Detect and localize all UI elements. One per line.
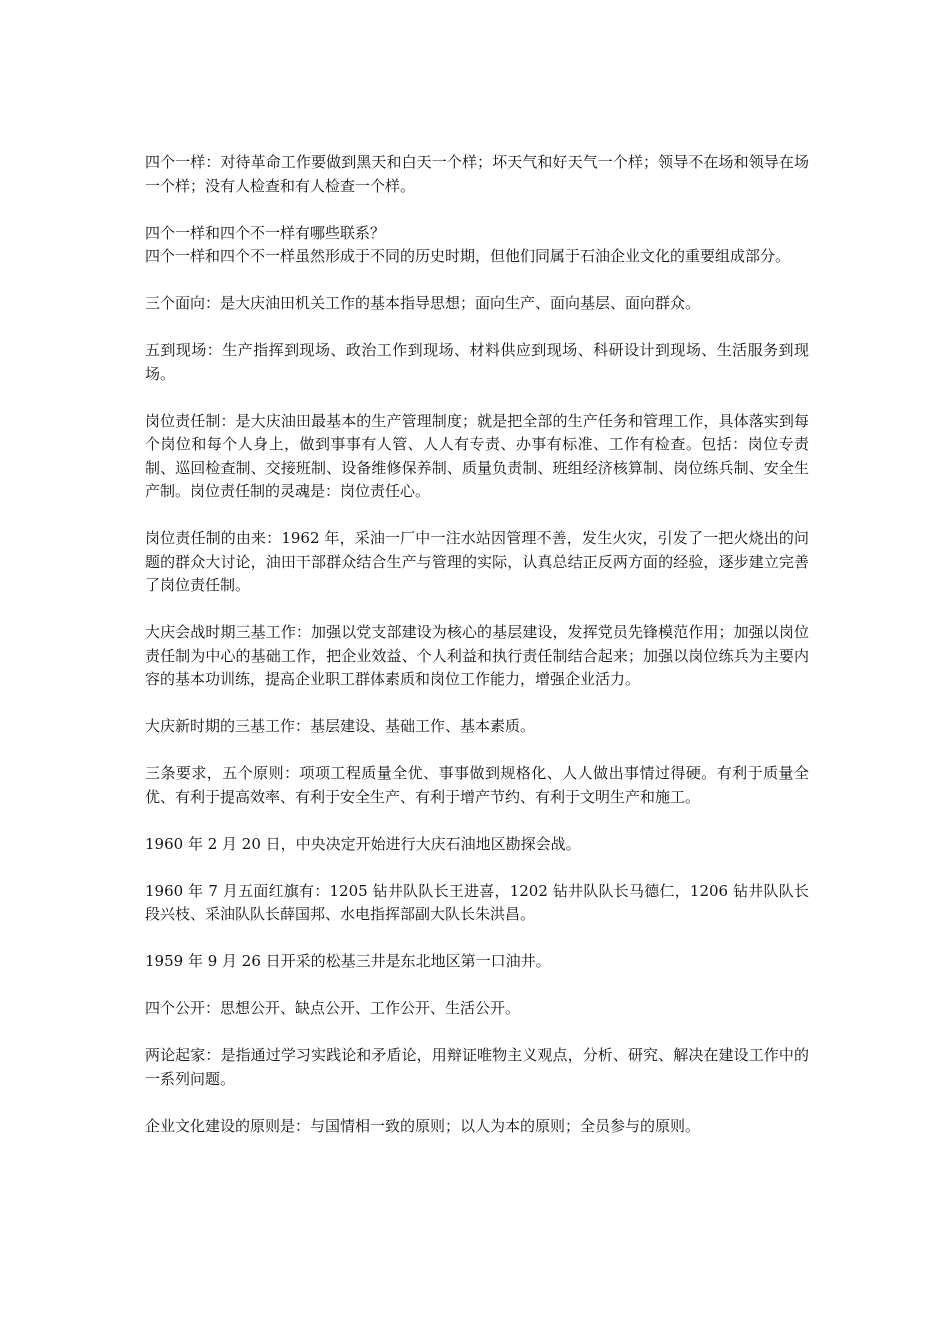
paragraph-line: 四个一样：对待革命工作要做到黑天和白天一个样；坏天气和好天气一个样；领导不在场和领导在场一个样；没有人检查和有人检查一个样。 bbox=[145, 153, 809, 195]
paragraph-line: 大庆新时期的三基工作：基层建设、基础工作、基本素质。 bbox=[145, 717, 536, 735]
paragraph-1960-feb bbox=[145, 833, 809, 857]
paragraph-hui-zhan-san-ji bbox=[145, 621, 809, 692]
paragraph-xin-shi-qi-san-ji bbox=[145, 715, 809, 739]
paragraph-line: 五到现场：生产指挥到现场、政治工作到现场、材料供应到现场、科研设计到现场、生活服务到现场。 bbox=[145, 341, 809, 383]
paragraph-line: 岗位责任制：是大庆油田最基本的生产管理制度；就是把全部的生产任务和管理工作，具体落实到每个岗位和每个人身上，做到事事有人管、人人有专责、办事有标准、工作有检查。包括：岗位专责制、巡回检查制、交接班制、设备维修保养制、质量负责制、班组经济核算制、岗位练兵制、安全生产制。岗位责任制的灵魂是：岗位责任心。 bbox=[145, 411, 809, 500]
paragraph-gang-wei-ze-ren-zhi bbox=[145, 410, 809, 504]
paragraph-wu-dao-xian-chang bbox=[145, 339, 809, 386]
paragraph-song-ji-san-jing bbox=[145, 950, 809, 974]
paragraph-line: 大庆会战时期三基工作：加强以党支部建设为核心的基层建设，发挥党员先锋模范作用；加强以岗位责任制为中心的基础工作，把企业效益、个人利益和执行责任制结合起来；加强以岗位练兵为主要内容的基本功训练，提高企业职工群体素质和岗位工作能力，增强企业活力。 bbox=[145, 623, 809, 688]
paragraph-line: 1960 年 7 月五面红旗有：1205 钻井队队长王进喜，1202 钻井队队长马德仁，1206 钻井队队长段兴枝、采油队队长薛国邦、水电指挥部副大队长朱洪昌。 bbox=[145, 881, 809, 923]
paragraph-line: 岗位责任制的由来：1962 年，采油一厂中一注水站因管理不善，发生火灾，引发了一把火烧出的问题的群众大讨论，油田干部群众结合生产与管理的实际，认真总结正反两方面的经验，逐步建立完善了岗位责任制。 bbox=[145, 529, 809, 594]
paragraph-san-tiao-yao-qiu bbox=[145, 762, 809, 809]
paragraph-liang-lun-qi-jia bbox=[145, 1044, 809, 1091]
paragraph-line: 企业文化建设的原则是：与国情相一致的原则；以人为本的原则；全员参与的原则。 bbox=[145, 1116, 701, 1135]
paragraph-line: 三条要求，五个原则：项项工程质量全优、事事做到规格化、人人做出事情过得硬。有利于质量全优、有利于提高效率、有利于安全生产、有利于增产节约、有利于文明生产和施工。 bbox=[145, 764, 809, 806]
paragraph-ze-ren-zhi-you-lai bbox=[145, 527, 809, 598]
document-body bbox=[145, 151, 809, 1162]
paragraph-answer-line: 四个一样和四个不一样虽然形成于不同的历史时期，但他们同属于石油企业文化的重要组成部分。 bbox=[145, 247, 791, 265]
paragraph-line: 1959 年 9 月 26 日开采的松基三井是东北地区第一口油井。 bbox=[145, 952, 551, 970]
paragraph-line: 1960 年 2 月 20 日，中央决定开始进行大庆石油地区勘探会战。 bbox=[145, 834, 581, 853]
paragraph-qi-ye-wen-hua-yuan-ze bbox=[145, 1115, 809, 1139]
paragraph-yi-yang-lian-xi bbox=[145, 222, 809, 269]
paragraph-line: 两论起家：是指通过学习实践论和矛盾论，用辩证唯物主义观点，分析、研究、解决在建设工作中的一系列问题。 bbox=[145, 1046, 809, 1088]
paragraph-wu-mian-hong-qi bbox=[145, 880, 809, 927]
paragraph-si-ge-gong-kai bbox=[145, 997, 809, 1021]
paragraph-line: 四个公开：思想公开、缺点公开、工作公开、生活公开。 bbox=[145, 999, 521, 1017]
paragraph-san-ge-mian-xiang bbox=[145, 292, 809, 316]
paragraph-question-line: 四个一样和四个不一样有哪些联系？ bbox=[145, 223, 386, 242]
paragraph-si-ge-yi-yang bbox=[145, 151, 809, 198]
paragraph-line: 三个面向：是大庆油田机关工作的基本指导思想；面向生产、面向基层、面向群众。 bbox=[145, 294, 701, 312]
